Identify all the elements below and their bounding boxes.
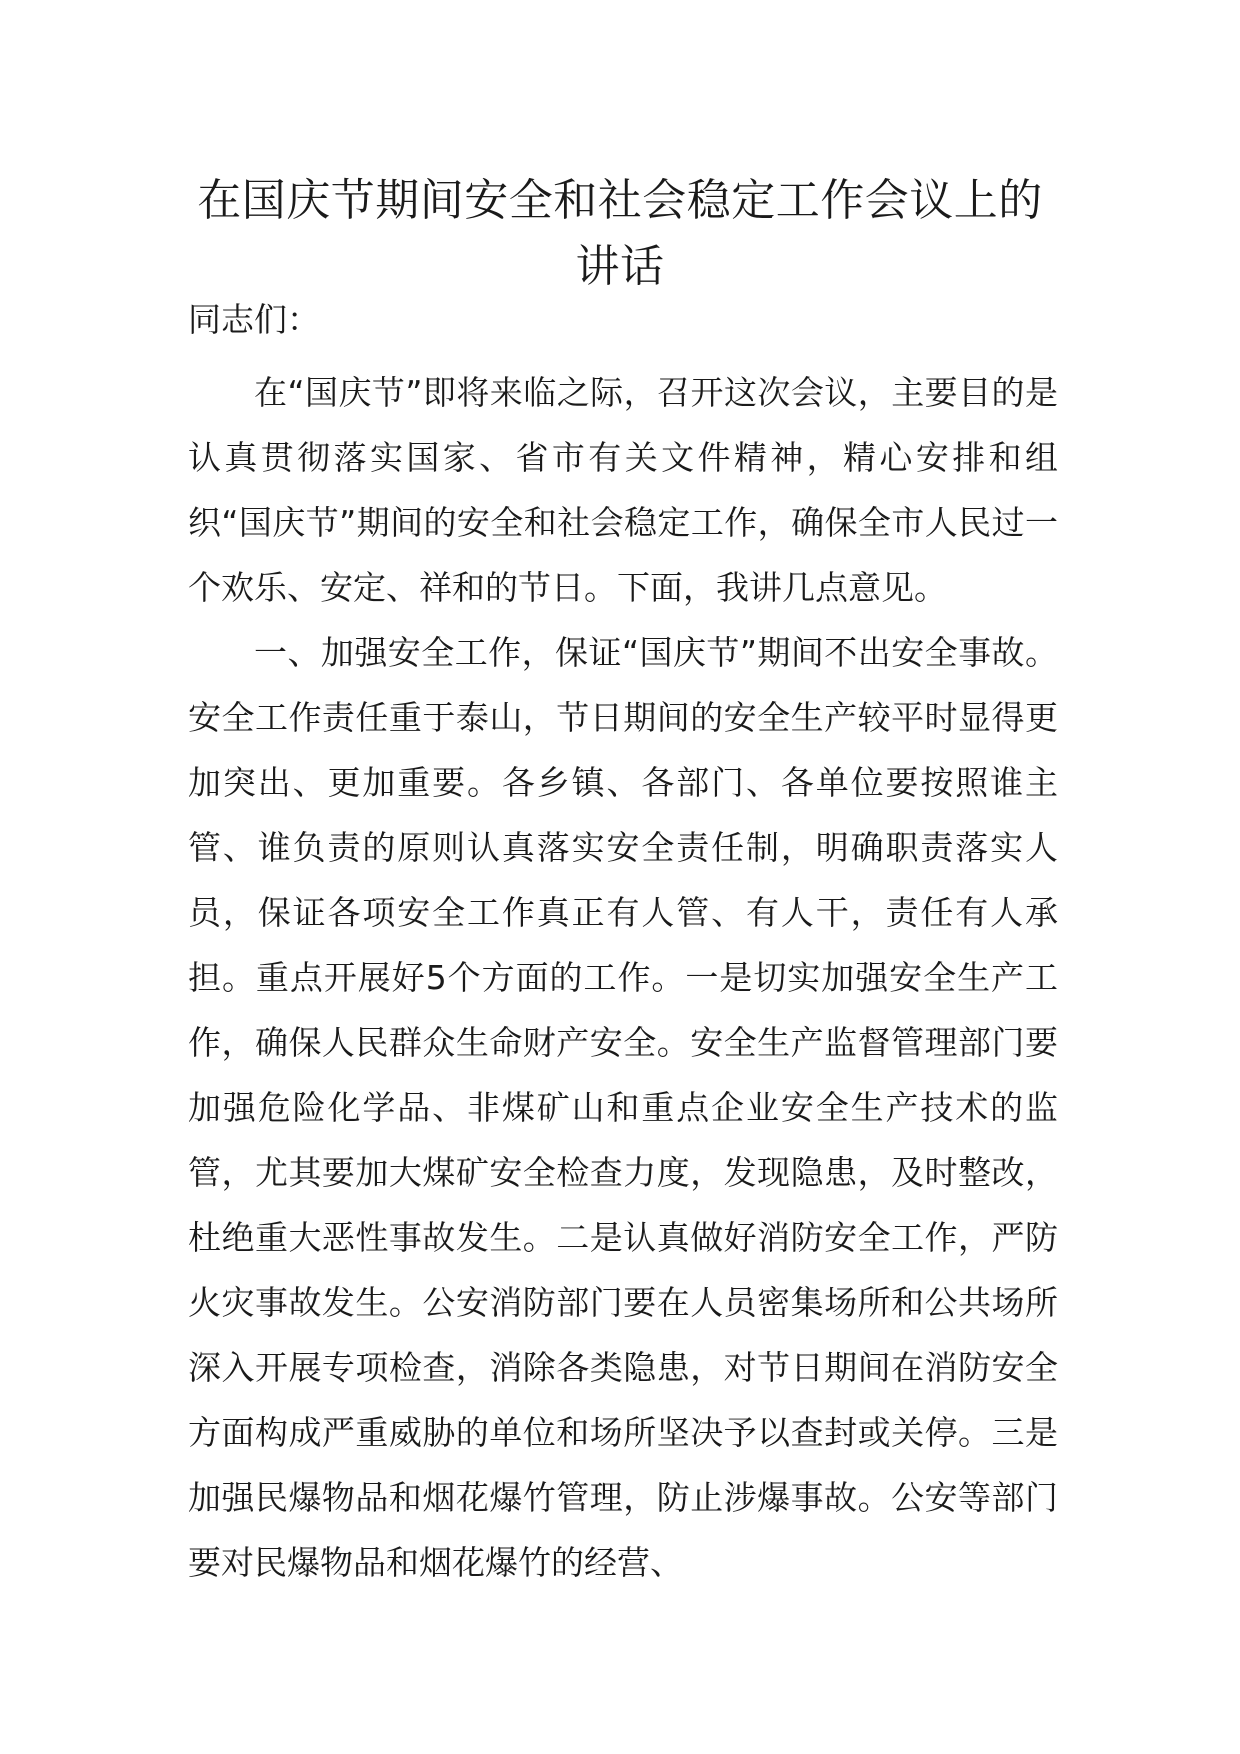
section-1-paragraph [188, 620, 1058, 1595]
section-1-text: 安全工作责任重于泰山，节日期间的安全生产较平时显得更加突出、更加重要。各乡镇、各部门、各单位要按照谁主管、谁负责的原则认真落实安全责任制，明确职责落实人员，保证各项安全工作真正有人管、有人干，责任有人承担。重点开展好5个方面的工作。一是切实加强安全生产工作，确保人民群众生命财产安全。安全生产监督管理部门要加强危险化学品、非煤矿山和重点企业安全生产技术的监管，尤其要加大煤矿安全检查力度，发现隐患，及时整改，杜绝重大恶性事故发生。二是认真做好消防安全工作，严防火灾事故发生。公安消防部门要在人员密集场所和公共场所深入开展专项检查，消除各类隐患，对节日期间在消防安全方面构成严重威胁的单位和场所坚决予以查封或关停。三是加强民爆物品和烟花爆竹管理，防止涉爆事故。公安等部门要对民爆物品和烟花爆竹的经营、 [188, 698, 1058, 1582]
document-body [188, 360, 1058, 1595]
intro-paragraph: 在“国庆节”即将来临之际，召开这次会议，主要目的是认真贯彻落实国家、省市有关文件精神，精心安排和组织“国庆节”期间的安全和社会稳定工作，确保全市人民过一个欢乐、安定、祥和的节日。下面，我讲几点意见。 [188, 373, 1058, 607]
section-1-heading: 一、加强安全工作，保证“国庆节”期间不出安全事故。 [254, 633, 1058, 672]
document-title: 在国庆节期间安全和社会稳定工作会议上的讲话 [197, 175, 1043, 292]
greeting: 同志们： [188, 300, 320, 339]
